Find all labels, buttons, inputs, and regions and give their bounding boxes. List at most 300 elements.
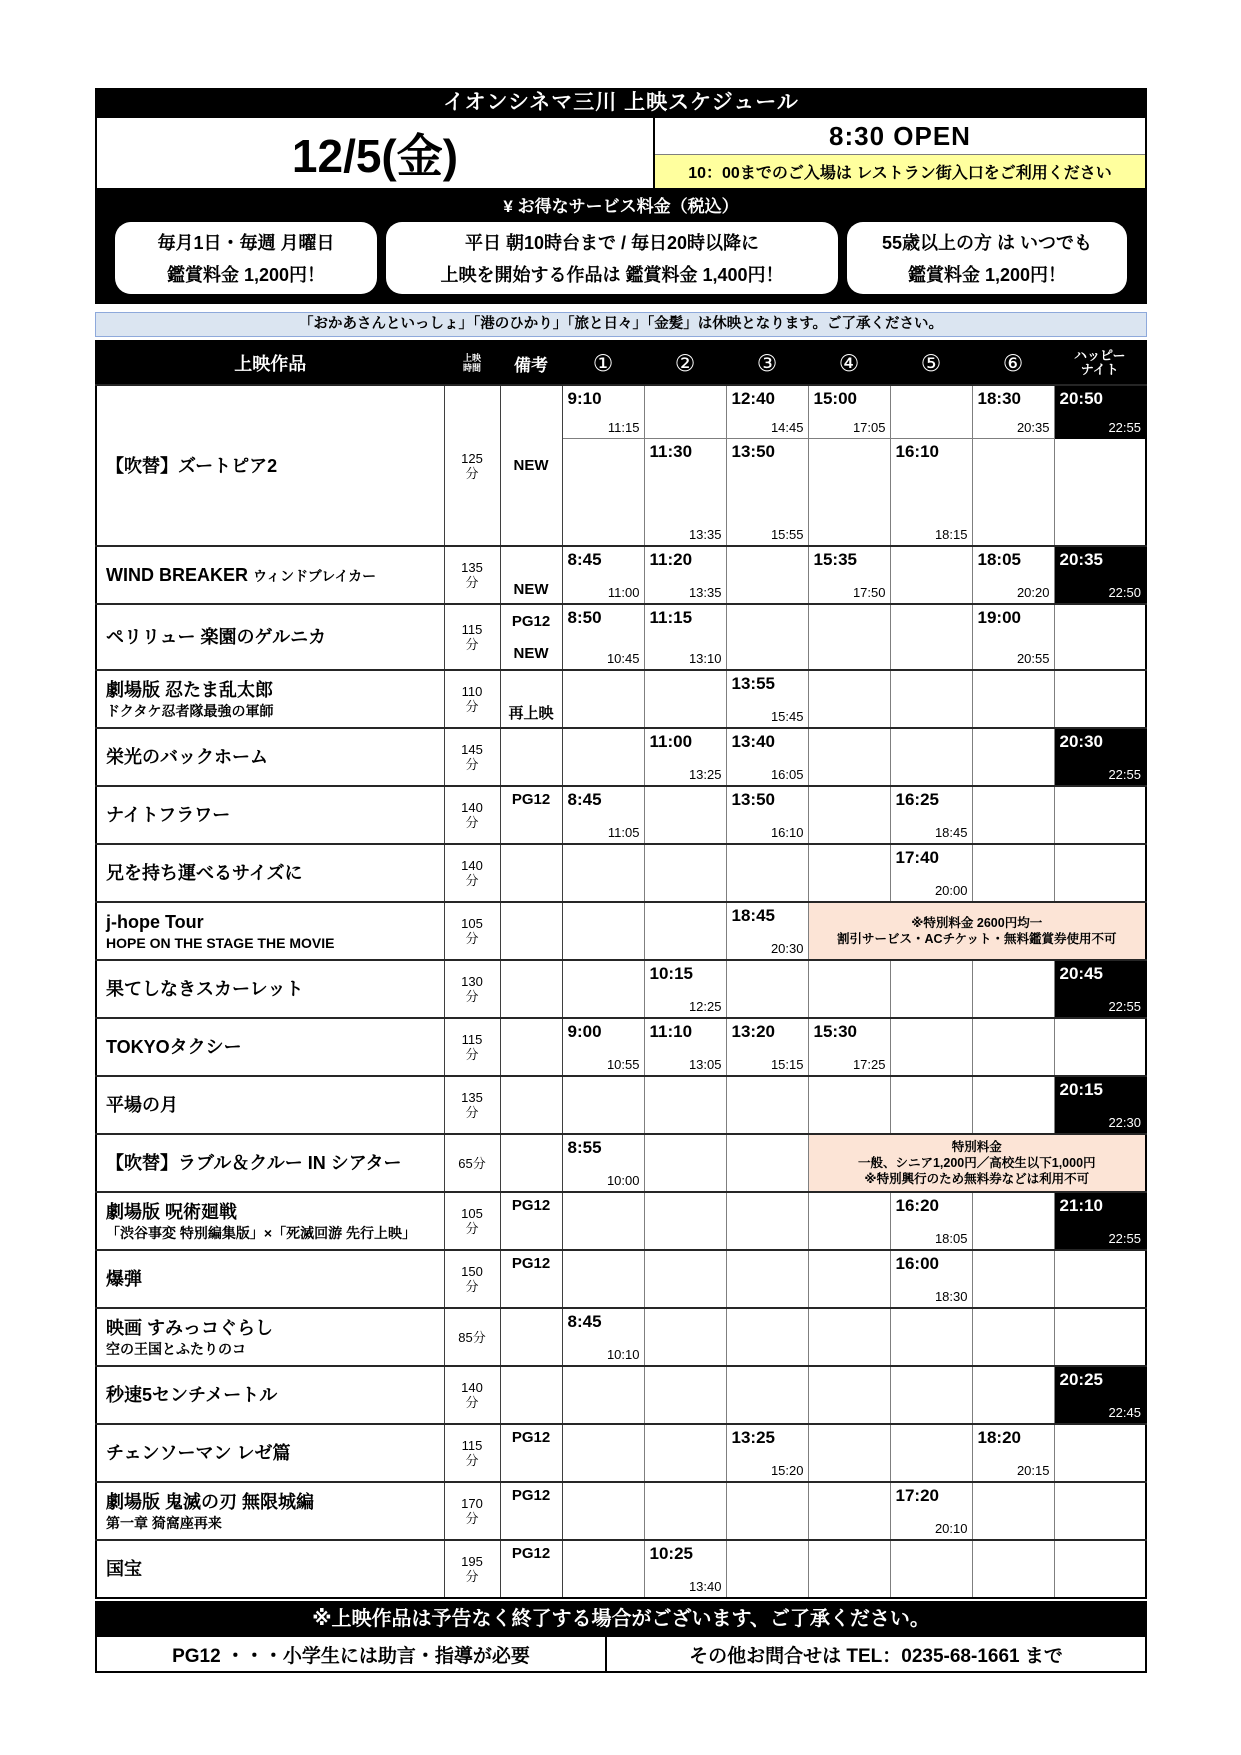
showtime-start: 19:00 — [977, 608, 1021, 627]
showtime-cell — [644, 902, 726, 960]
notes-cell — [500, 670, 562, 728]
showtime-start: 9:10 — [567, 389, 602, 408]
showtime-cell — [726, 1366, 808, 1424]
showtime-end: 22:30 — [1108, 1115, 1141, 1130]
movie-title: 国宝 — [106, 1559, 142, 1579]
column-header-slot-4: ④ — [808, 341, 890, 385]
showtime-start: 11:15 — [649, 608, 693, 627]
movie-title-cell — [96, 1540, 444, 1598]
showtime-cell — [808, 728, 890, 786]
showtime-cell — [562, 1134, 644, 1192]
showtime-cell — [972, 1018, 1054, 1076]
showtime-cell — [726, 1482, 808, 1540]
showtime-cell — [890, 1366, 972, 1424]
showtime-cell — [972, 1250, 1054, 1308]
notes-cell — [500, 1424, 562, 1482]
movie-title-cell — [96, 385, 444, 546]
movie-row — [96, 1076, 1146, 1134]
showtime-cell — [726, 1424, 808, 1482]
showtime-cell — [644, 728, 726, 786]
showtime-start: 10:15 — [649, 964, 693, 983]
showtime-cell — [890, 604, 972, 670]
movie-subtitle: 「渋谷事変 特別編集版」×「死滅回游 先行上映」 — [106, 1224, 416, 1241]
service-fee-title: ¥ お得なサービス料金（税込） — [503, 197, 739, 216]
showtime-cell — [644, 385, 726, 439]
movie-title-cell — [96, 1018, 444, 1076]
showtime-end: 22:55 — [1108, 767, 1141, 782]
movie-subtitle: 第一章 猗窩座再来 — [106, 1514, 222, 1531]
showtime-end: 10:45 — [606, 651, 640, 666]
showtime-end: 16:10 — [770, 825, 804, 840]
schedule-date: 12/5(金) — [97, 118, 655, 188]
showtime-cell — [562, 1308, 644, 1366]
showtime-cell — [726, 728, 808, 786]
notes-cell — [500, 1308, 562, 1366]
showtime-start: 20:25 — [1059, 1370, 1103, 1389]
showtime-start: 11:00 — [649, 732, 693, 751]
showtime-cell — [726, 1308, 808, 1366]
showtime-cell — [972, 728, 1054, 786]
showtime-cell — [726, 1018, 808, 1076]
notes-cell — [500, 1250, 562, 1308]
movie-row — [96, 1482, 1146, 1540]
showtime-cell — [562, 1424, 644, 1482]
note-badge: NEW — [513, 456, 549, 474]
duration-cell: 110 分 — [444, 670, 500, 728]
showtime-cell — [644, 1134, 726, 1192]
note-badge: PG12 — [511, 613, 551, 630]
happy-night-cell — [1054, 546, 1146, 604]
showtime-end: 16:05 — [770, 767, 804, 782]
showtime-cell — [808, 1540, 890, 1598]
notes-cell — [500, 1482, 562, 1540]
happy-night-cell — [1054, 604, 1146, 670]
showtime-cell — [562, 546, 644, 604]
showtime-start: 18:45 — [731, 906, 775, 925]
showtime-cell — [562, 439, 644, 547]
service-fee-line: 毎月1日・毎週 月曜日 — [157, 233, 335, 254]
column-header-duration: 上映 時間 — [444, 341, 500, 385]
happy-night-cell — [1054, 1192, 1146, 1250]
showtime-end: 11:05 — [607, 825, 640, 840]
showtime-start: 8:55 — [567, 1138, 602, 1157]
movie-title-cell — [96, 844, 444, 902]
showtime-cell — [890, 844, 972, 902]
showtime-cell — [562, 1540, 644, 1598]
service-fee-line: 上映を開始する作品は 鑑賞料金 1,400円！ — [440, 264, 784, 285]
showtime-cell — [644, 1482, 726, 1540]
showtime-cell — [890, 1018, 972, 1076]
duration-cell: 140 分 — [444, 844, 500, 902]
showtime-start: 8:45 — [567, 790, 602, 809]
showtime-end: 20:30 — [770, 941, 804, 956]
showtime-end: 22:55 — [1108, 420, 1141, 435]
showtime-cell — [562, 902, 644, 960]
notes-cell — [500, 960, 562, 1018]
showtime-start: 12:40 — [731, 389, 775, 408]
showtime-start: 17:40 — [895, 848, 939, 867]
showtime-cell — [808, 844, 890, 902]
duration-cell: 140 分 — [444, 786, 500, 844]
special-fare-note: ※特別料金 2600円均一 割引サービス・ACチケット・無料鑑賞券使用不可 — [808, 902, 1146, 960]
showtime-start: 16:25 — [895, 790, 939, 809]
showtime-end: 18:15 — [934, 527, 968, 542]
notes-cell — [500, 902, 562, 960]
showtime-cell — [644, 604, 726, 670]
showtime-cell — [972, 1308, 1054, 1366]
showtime-end: 20:55 — [1016, 651, 1050, 666]
service-fee-line: 鑑賞料金 1,200円！ — [166, 264, 326, 285]
movie-row — [96, 1308, 1146, 1366]
showtime-cell — [562, 1250, 644, 1308]
showtime-cell — [890, 1424, 972, 1482]
showtime-cell — [890, 1540, 972, 1598]
entrance-note: 10：00までのご入場は レストラン街入口をご利用ください — [655, 154, 1145, 188]
movie-title-cell — [96, 960, 444, 1018]
showtime-start: 8:45 — [567, 1312, 602, 1331]
movie-title-cell — [96, 1134, 444, 1192]
showtime-end: 17:05 — [852, 420, 886, 435]
showtime-cell — [726, 670, 808, 728]
movie-title: ペリリュー 楽園のゲルニカ — [106, 627, 327, 647]
showtime-cell — [890, 786, 972, 844]
showtime-cell — [808, 1424, 890, 1482]
service-fee-box-monday — [115, 222, 377, 294]
showtime-cell — [972, 546, 1054, 604]
showtime-cell — [562, 1076, 644, 1134]
movie-title: 秒速5センチメートル — [106, 1385, 278, 1405]
movie-title: WIND BREAKER — [106, 564, 248, 585]
showtime-end: 17:50 — [852, 585, 886, 600]
date-open-section — [95, 118, 1147, 190]
showtime-cell — [890, 670, 972, 728]
showtime-start: 13:50 — [731, 790, 775, 809]
showtime-end: 15:20 — [770, 1463, 804, 1478]
duration-cell: 135 分 — [444, 1076, 500, 1134]
showtime-end: 10:00 — [606, 1173, 640, 1188]
happy-night-cell — [1054, 385, 1146, 439]
duration-cell: 115 分 — [444, 604, 500, 670]
happy-night-cell — [1054, 1250, 1146, 1308]
showtime-start: 8:50 — [567, 608, 602, 627]
showtime-cell — [562, 960, 644, 1018]
movie-title: 【吹替】ラブル＆クルー IN シアター — [106, 1153, 402, 1173]
showtime-cell — [890, 960, 972, 1018]
movie-row — [96, 1250, 1146, 1308]
showtime-end: 22:50 — [1108, 585, 1141, 600]
showtime-end: 13:40 — [688, 1579, 722, 1594]
showtime-start: 15:00 — [813, 389, 857, 408]
showtime-cell — [644, 670, 726, 728]
showtime-start: 20:30 — [1059, 732, 1103, 751]
showtime-cell — [644, 1308, 726, 1366]
showtime-start: 11:10 — [649, 1022, 693, 1041]
showtime-end: 20:20 — [1016, 585, 1050, 600]
showtime-cell — [726, 786, 808, 844]
showtime-end: 22:55 — [1108, 999, 1141, 1014]
showtime-start: 15:35 — [813, 550, 857, 569]
happy-night-cell — [1054, 1424, 1146, 1482]
showtime-cell — [972, 1366, 1054, 1424]
showtime-cell — [890, 1076, 972, 1134]
movie-row — [96, 1424, 1146, 1482]
showtime-end: 13:05 — [688, 1057, 722, 1072]
column-header-slot-3: ③ — [726, 341, 808, 385]
showtime-cell — [972, 1482, 1054, 1540]
happy-night-cell — [1054, 670, 1146, 728]
showtime-end: 22:45 — [1108, 1405, 1141, 1420]
column-header-slot-5: ⑤ — [890, 341, 972, 385]
duration-cell: 105 分 — [444, 902, 500, 960]
showtime-cell — [890, 385, 972, 439]
duration-cell: 145 分 — [444, 728, 500, 786]
duration-cell: 130 分 — [444, 960, 500, 1018]
showtime-start: 21:10 — [1059, 1196, 1103, 1215]
column-header-slot-6: ⑥ — [972, 341, 1054, 385]
showtime-end: 20:15 — [1016, 1463, 1050, 1478]
movie-subtitle: ドクタケ忍者隊最強の軍師 — [106, 702, 274, 719]
note-badge: PG12 — [511, 1487, 551, 1504]
showtime-cell — [726, 604, 808, 670]
movie-title: 【吹替】ズートピア2 — [106, 455, 278, 476]
showtime-cell — [890, 1308, 972, 1366]
movie-title: 栄光のバックホーム — [106, 747, 268, 767]
showtime-end: 11:00 — [607, 585, 640, 600]
showtime-cell — [972, 960, 1054, 1018]
showtime-cell — [808, 1250, 890, 1308]
showtime-cell — [644, 1076, 726, 1134]
showtime-end: 13:10 — [688, 651, 722, 666]
showtime-cell — [972, 1540, 1054, 1598]
duration-cell: 150 分 — [444, 1250, 500, 1308]
happy-night-cell — [1054, 1308, 1146, 1366]
showtime-end: 14:45 — [770, 420, 804, 435]
showtime-cell — [562, 1366, 644, 1424]
showtime-end: 22:55 — [1108, 1231, 1141, 1246]
duration-cell: 65分 — [444, 1134, 500, 1192]
happy-night-cell — [1054, 728, 1146, 786]
showtime-end: 13:35 — [688, 585, 722, 600]
showtime-start: 15:30 — [813, 1022, 857, 1041]
movie-row — [96, 385, 1146, 439]
duration-cell: 125 分 — [444, 385, 500, 546]
open-info — [655, 118, 1145, 188]
showtime-cell — [808, 1366, 890, 1424]
movie-title: 平場の月 — [106, 1095, 178, 1115]
showtime-cell — [808, 546, 890, 604]
showtime-cell — [972, 844, 1054, 902]
happy-night-cell — [1054, 960, 1146, 1018]
showtime-cell — [726, 1134, 808, 1192]
showtime-start: 18:20 — [977, 1428, 1021, 1447]
happy-night-cell — [1054, 1076, 1146, 1134]
showtime-cell — [808, 385, 890, 439]
showtime-end: 13:35 — [688, 527, 722, 542]
showtime-end: 12:25 — [688, 999, 722, 1014]
happy-night-cell — [1054, 844, 1146, 902]
column-header-slot-2: ② — [644, 341, 726, 385]
movie-title: 爆弾 — [106, 1269, 142, 1289]
movie-subtitle: HOPE ON THE STAGE THE MOVIE — [106, 934, 335, 951]
movie-subtitle: 空の王国とふたりのコ — [106, 1340, 246, 1357]
happy-night-cell — [1054, 1018, 1146, 1076]
movie-row — [96, 1018, 1146, 1076]
duration-cell: 140 分 — [444, 1366, 500, 1424]
movie-title-cell — [96, 1308, 444, 1366]
movie-title-cell — [96, 1192, 444, 1250]
pg12-explanation: PG12 ・・・小学生には助言・指導が必要 — [97, 1637, 607, 1671]
showtime-end: 15:55 — [770, 527, 804, 542]
duration-cell: 115 分 — [444, 1018, 500, 1076]
showtime-cell — [808, 604, 890, 670]
showtime-cell — [890, 1482, 972, 1540]
note-badge: PG12 — [511, 791, 551, 808]
movie-title: 劇場版 忍たま乱太郎 — [106, 679, 274, 700]
showtime-cell — [972, 439, 1054, 547]
movie-title-cell — [96, 902, 444, 960]
showtime-end: 15:45 — [770, 709, 804, 724]
showtime-cell — [890, 728, 972, 786]
happy-night-cell — [1054, 786, 1146, 844]
notes-cell — [500, 1366, 562, 1424]
showtime-cell — [726, 1250, 808, 1308]
notes-cell — [500, 1540, 562, 1598]
notes-cell — [500, 1192, 562, 1250]
movie-row — [96, 844, 1146, 902]
showtime-end: 18:05 — [934, 1231, 968, 1246]
showtime-cell — [808, 439, 890, 547]
showtime-end: 15:15 — [770, 1057, 804, 1072]
duration-cell: 115 分 — [444, 1424, 500, 1482]
showtime-table — [95, 340, 1147, 1599]
special-fare-note: 特別料金 一般、シニア1,200円／高校生以下1,000円 ※特別興行のため無料券などは利用不可 — [808, 1134, 1146, 1192]
movie-row — [96, 546, 1146, 604]
table-header-row — [96, 341, 1146, 385]
showtime-start: 16:10 — [895, 442, 939, 461]
showtime-start: 16:20 — [895, 1196, 939, 1215]
showtime-cell — [808, 670, 890, 728]
movie-row — [96, 1192, 1146, 1250]
schedule-sheet — [95, 88, 1147, 1673]
showtime-cell — [972, 604, 1054, 670]
showtime-cell — [890, 1250, 972, 1308]
showtime-start: 18:05 — [977, 550, 1021, 569]
note-badge: PG12 — [511, 1255, 551, 1272]
showtime-start: 13:55 — [731, 674, 775, 693]
service-fee-line: 鑑賞料金 1,200円！ — [907, 264, 1067, 285]
movie-title: 果てしなきスカーレット — [106, 979, 304, 999]
movie-title-cell — [96, 1482, 444, 1540]
showtime-cell — [726, 385, 808, 439]
showtime-cell — [890, 546, 972, 604]
notes-cell — [500, 728, 562, 786]
showtime-end: 13:25 — [688, 767, 722, 782]
happy-night-cell — [1054, 1366, 1146, 1424]
movie-title: 劇場版 鬼滅の刃 無限城編 — [106, 1491, 315, 1512]
note-badge: PG12 — [511, 1429, 551, 1446]
showtime-start: 13:25 — [731, 1428, 775, 1447]
showtime-cell — [726, 902, 808, 960]
movie-row — [96, 728, 1146, 786]
showtime-cell — [562, 1018, 644, 1076]
showtime-start: 16:00 — [895, 1254, 939, 1273]
movie-title: ナイトフラワー — [106, 805, 231, 825]
showtime-start: 17:20 — [895, 1486, 939, 1505]
note-badge: 再上映 — [508, 705, 554, 722]
showtime-cell — [644, 1366, 726, 1424]
showtime-start: 13:50 — [731, 442, 775, 461]
showtime-cell — [972, 385, 1054, 439]
service-fee-section — [95, 190, 1147, 304]
page-title: イオンシネマ三川 上映スケジュール — [95, 88, 1147, 118]
open-time: 8:30 OPEN — [829, 120, 971, 151]
movie-row — [96, 670, 1146, 728]
showtime-cell — [808, 1076, 890, 1134]
movie-title-reading: ウィンドブレイカー — [253, 567, 377, 584]
showtime-cell — [890, 1192, 972, 1250]
showtime-cell — [808, 960, 890, 1018]
movie-title-cell — [96, 1366, 444, 1424]
showtime-cell — [644, 1424, 726, 1482]
showtime-cell — [562, 1192, 644, 1250]
happy-night-cell — [1054, 1540, 1146, 1598]
duration-cell: 105 分 — [444, 1192, 500, 1250]
showtime-start: 20:35 — [1059, 550, 1103, 569]
service-fee-line: 55歳以上の方 は いつでも — [881, 233, 1093, 254]
closed-films-notice: 「おかあさんといっしょ」「港のひかり」「旅と日々」「金髪」は休映となります。ご了承ください。 — [95, 312, 1147, 337]
showtime-start: 13:20 — [731, 1022, 775, 1041]
column-header-slot-1: ① — [562, 341, 644, 385]
column-header-notes: 備考 — [500, 341, 562, 385]
movie-row — [96, 1134, 1146, 1192]
showtime-cell — [644, 786, 726, 844]
showtime-start: 20:50 — [1059, 389, 1103, 408]
showtime-end: 10:10 — [606, 1347, 640, 1362]
movie-title: 劇場版 呪術廻戦 — [106, 1201, 238, 1222]
showtime-cell — [972, 786, 1054, 844]
note-badge: PG12 — [511, 1545, 551, 1562]
movie-title: j-hope Tour — [106, 911, 204, 932]
showtime-end: 18:45 — [934, 825, 968, 840]
service-fee-line: 平日 朝10時台まで / 毎日20時以降に — [464, 233, 760, 254]
movie-row — [96, 902, 1146, 960]
showtime-start: 11:30 — [649, 442, 693, 461]
showtime-cell — [890, 439, 972, 547]
showtime-cell — [562, 728, 644, 786]
movie-row — [96, 1540, 1146, 1598]
showtime-cell — [562, 1482, 644, 1540]
showtime-cell — [726, 439, 808, 547]
movie-title-cell — [96, 670, 444, 728]
showtime-cell — [644, 1540, 726, 1598]
notes-cell — [500, 385, 562, 546]
duration-cell: 85分 — [444, 1308, 500, 1366]
movie-title: 兄を持ち運べるサイズに — [106, 863, 303, 883]
showtime-cell — [562, 604, 644, 670]
showtime-end: 20:00 — [934, 883, 968, 898]
column-header-happy-night: ハッピー ナイト — [1054, 341, 1146, 385]
happy-night-cell — [1054, 1482, 1146, 1540]
contact-phone: その他お問合せは TEL：0235-68-1661 まで — [689, 1645, 1063, 1667]
showtime-start: 20:15 — [1059, 1080, 1103, 1099]
showtime-cell — [972, 1192, 1054, 1250]
showtime-cell — [726, 844, 808, 902]
showtime-end: 20:10 — [934, 1521, 968, 1536]
showtime-cell — [644, 439, 726, 547]
showtime-cell — [972, 1076, 1054, 1134]
movie-row — [96, 960, 1146, 1018]
notes-cell — [500, 604, 562, 670]
